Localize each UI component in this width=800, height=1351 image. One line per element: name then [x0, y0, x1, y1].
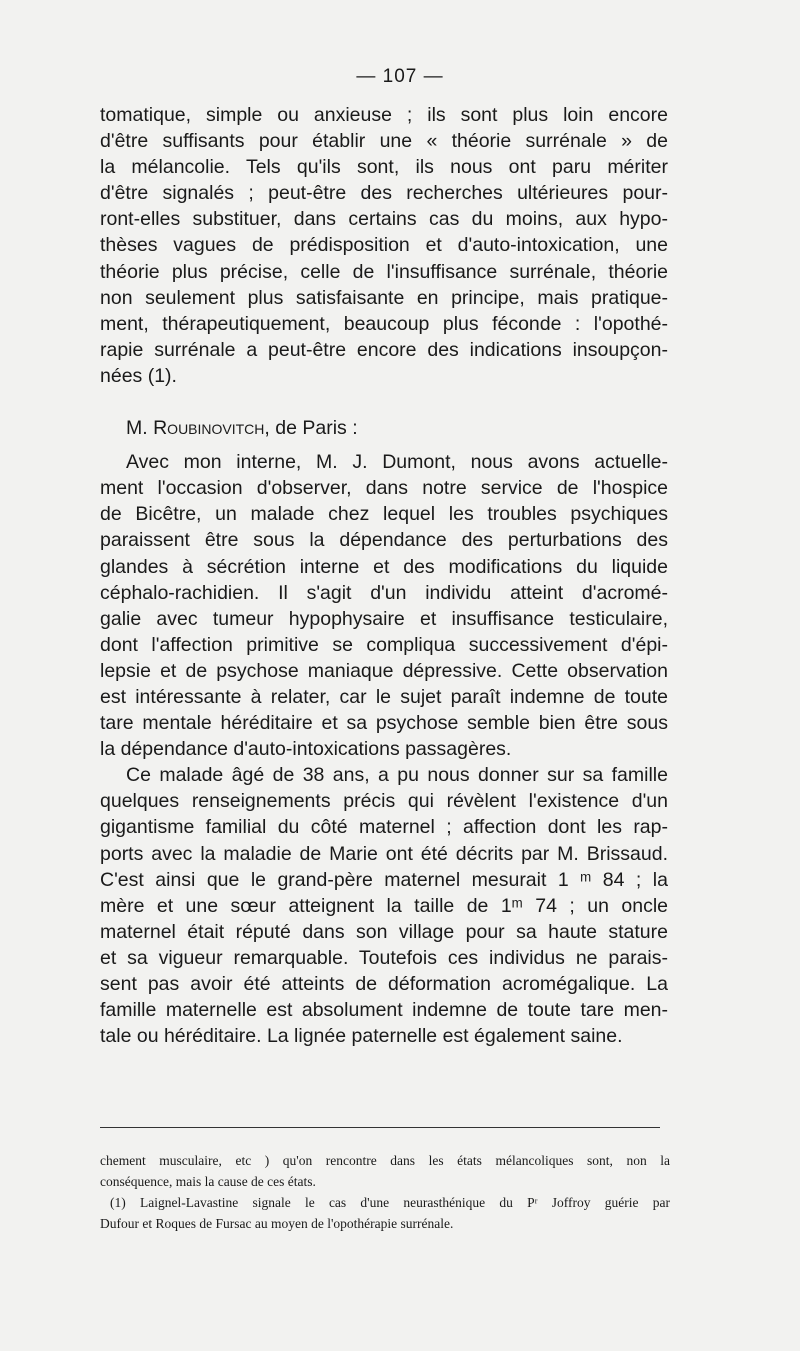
- page-number: — 107 —: [356, 66, 444, 87]
- text-line: maternel était réputé dans son village pour sa haute stature: [100, 920, 668, 943]
- speaker-heading: M. Roubinovitch, de Paris :: [126, 417, 358, 440]
- paragraph-continuation: [100, 102, 668, 389]
- text-line: galie avec tumeur hypophysaire et insuffisance testiculaire,: [100, 607, 668, 630]
- paragraph-observation: [100, 449, 668, 762]
- text-line: ront-elles substituer, dans certains cas du moins, aux hypo-: [100, 208, 668, 231]
- text-line: non seulement plus satisfaisante en principe, mais pratique-: [100, 286, 668, 309]
- text-line: la mélancolie. Tels qu'ils sont, ils nous ont paru mériter: [100, 156, 668, 179]
- text-line: et sa vigueur remarquable. Toutefois ces individus ne parais-: [100, 946, 668, 969]
- text-line: gigantisme familial du côté maternel ; affection dont les rap-: [100, 816, 668, 839]
- text-line: ment, thérapeutiquement, beaucoup plus féconde : l'opothé-: [100, 312, 668, 335]
- text-line: ports avec la maladie de Marie ont été décrits par M. Brissaud.: [100, 842, 668, 865]
- text-line: dont l'affection primitive se compliqua successivement d'épi-: [100, 633, 668, 656]
- footnotes: [100, 1150, 670, 1234]
- footnote-1: (1) Laignel-Lavastine signale le cas d'une neurasthénique du Pʳ Joffroy guérie par: [110, 1195, 670, 1210]
- text-line: Avec mon interne, M. J. Dumont, nous avons actuelle-: [126, 451, 668, 474]
- text-line: famille maternelle est absolument indemne de toute tare men-: [100, 999, 668, 1022]
- text-line: C'est ainsi que le grand-père maternel mesurait 1 ᵐ 84 ; la: [100, 868, 668, 891]
- footnote-line: conséquence, mais la cause de ces états.: [100, 1174, 316, 1189]
- text-line: théorie plus précise, celle de l'insuffisance surrénale, théorie: [100, 260, 668, 283]
- footnote-divider: [100, 1127, 660, 1128]
- text-line: d'être suffisants pour établir une « théorie surrénale » de: [100, 130, 668, 153]
- text-line: de Bicêtre, un malade chez lequel les troubles psychiques: [100, 503, 668, 526]
- main-text: [100, 102, 668, 1049]
- text-line: sent pas avoir été atteints de déformation acromégalique. La: [100, 973, 668, 995]
- text-line: céphalo-rachidien. Il s'agit d'un individu atteint d'acromé-: [100, 581, 668, 604]
- text-line: tale ou héréditaire. La lignée paternelle est également saine.: [100, 1025, 623, 1048]
- text-line: rapie surrénale a peut-être encore des indications insoupçon-: [100, 338, 668, 361]
- text-line: quelques renseignements précis qui révèlent l'existence d'un: [100, 790, 668, 813]
- text-line: glandes à sécrétion interne et des modifications du liquide: [100, 555, 668, 578]
- text-line: tomatique, simple ou anxieuse ; ils sont plus loin encore: [100, 104, 668, 126]
- text-line: d'être signalés ; peut-être des recherches ultérieures pour-: [100, 182, 668, 205]
- text-line: mère et une sœur atteignent la taille de 1ᵐ 74 ; un oncle: [100, 894, 668, 917]
- paragraph-family: [100, 762, 668, 1049]
- footnote-line: chement musculaire, etc ) qu'on rencontre dans les états mélancoliques sont, non la: [100, 1153, 670, 1168]
- text-line: ment l'occasion d'observer, dans notre service de l'hospice: [100, 477, 668, 500]
- text-line: nées (1).: [100, 364, 177, 387]
- text-line: lepsie et de psychose maniaque dépressive. Cette observation: [100, 659, 668, 682]
- text-line: Ce malade âgé de 38 ans, a pu nous donner sur sa famille: [126, 764, 668, 787]
- text-line: la dépendance d'auto-intoxications passagères.: [100, 738, 512, 761]
- text-line: thèses vagues de prédisposition et d'auto-intoxication, une: [100, 234, 668, 257]
- text-line: paraissent être sous la dépendance des perturbations des: [100, 529, 668, 552]
- text-line: tare mentale héréditaire et sa psychose semble bien être sous: [100, 712, 668, 735]
- footnote-line: Dufour et Roques de Fursac au moyen de l'opothérapie surrénale.: [100, 1216, 454, 1231]
- speaker-name: Roubinovitch: [153, 417, 265, 440]
- text-line: est intéressante à relater, car le sujet paraît indemne de toute: [100, 685, 668, 708]
